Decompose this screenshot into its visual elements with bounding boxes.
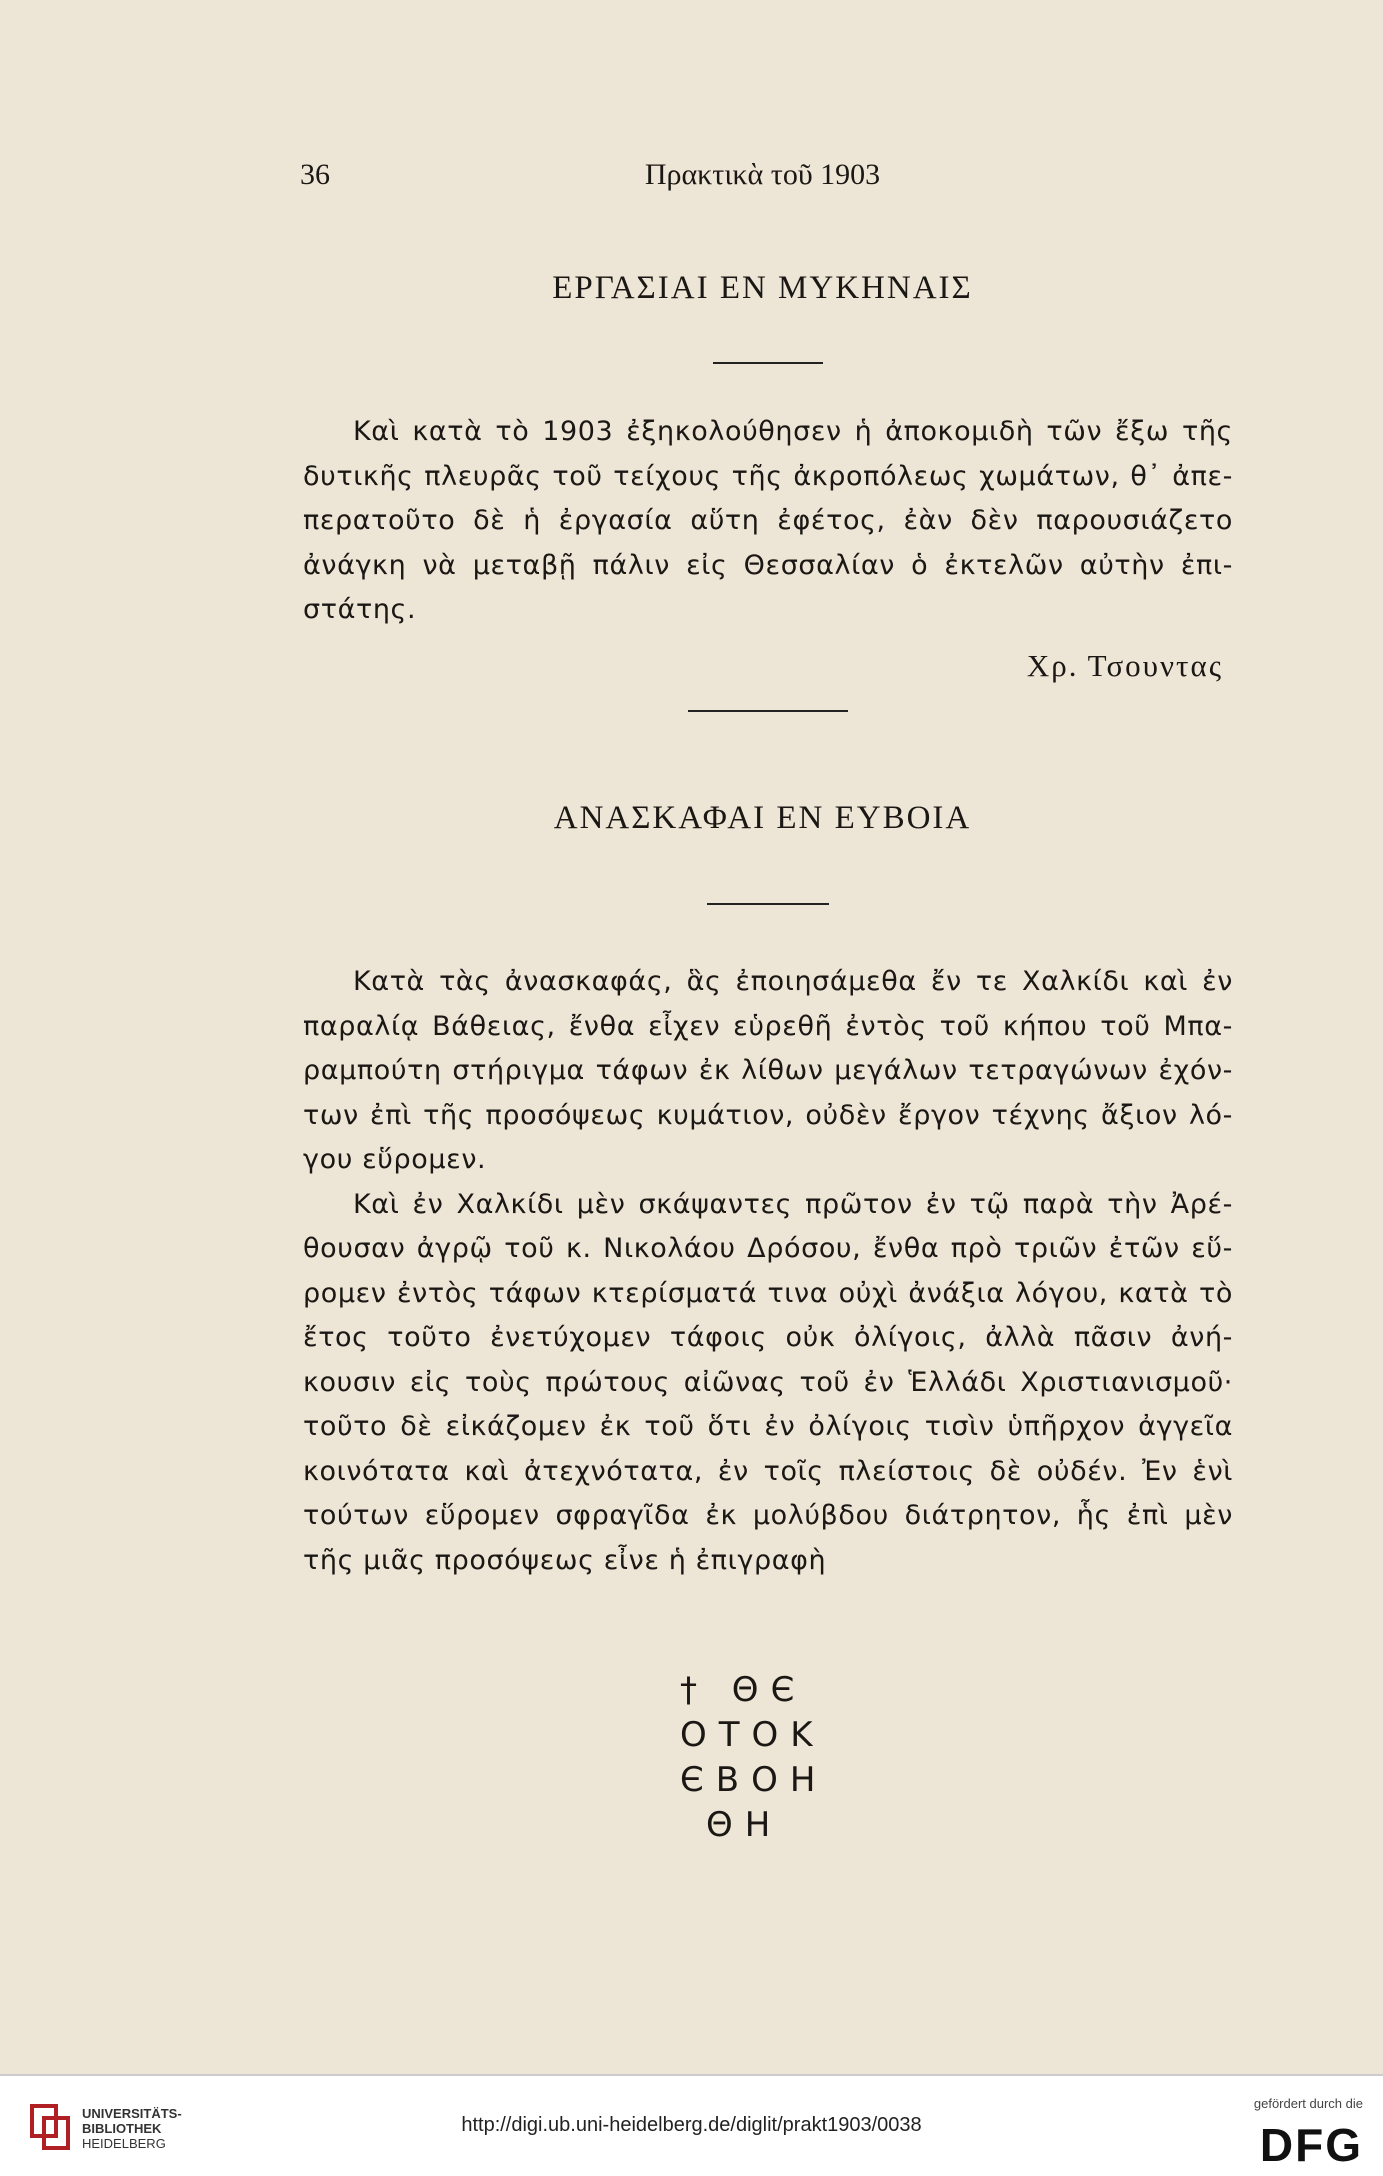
- library-name: UNIVERSITÄTS- BIBLIOTHEK HEIDELBERG: [82, 2106, 182, 2151]
- inscription-line: ЄΒΟΗ: [680, 1760, 828, 1800]
- paragraph-text: Καὶ κατὰ τὸ 1903 ἐξηκολούθησεν ἡ ἀποκομιδὴ τῶν ἔξω τῆς δυτικῆς πλευρᾶς τοῦ τείχους τῆς ἀκροπόλεως χωμάτων, θ᾽ ἀπε-περατοῦτο δὲ ἡ ἐργασία αὕτη ἐφέτος, ἐὰν δὲν παρουσιάζετο ἀνάγκη νὰ μεταβῇ πάλιν εἰς Θεσσαλίαν ὁ ἐκτελῶν αὐτὴν ἐπι-στάτης.: [303, 416, 1233, 625]
- seal-inscription: [680, 1668, 880, 1848]
- permalink[interactable]: http://digi.ub.uni-heidelberg.de/diglit/prakt1903/0038: [461, 2114, 922, 2136]
- inscription-line: † ΘЄ: [680, 1670, 807, 1710]
- running-title: Πρακτικὰ τοῦ 1903: [644, 158, 881, 191]
- page-number: 36: [300, 158, 330, 191]
- paragraph-mycenae: [303, 410, 1233, 633]
- viewer-footer: [0, 2074, 1383, 2176]
- signature: Χρ. Τσουντας: [1026, 648, 1223, 683]
- divider: [713, 362, 823, 364]
- sponsor-label: gefördert durch die: [1253, 2096, 1363, 2111]
- paragraph-text: Καὶ ἐν Χαλκίδι μὲν σκάψαντες πρῶτον ἐν τῷ παρὰ τὴν Ἀρέ-θουσαν ἀγρῷ τοῦ κ. Νικολάου Δρόσου, ἔνθα πρὸ τριῶν ἐτῶν εὕ-ρομεν ἐντὸς τάφων κτερίσματά τινα οὐχὶ ἀνάξια λόγου, κατὰ τὸ ἔτος τοῦτο ἐνετύχομεν τάφοις οὐκ ὀλίγοις, ἀλλὰ πᾶσιν ἀνή-κουσιν εἰς τοὺς πρώτους αἰῶνας τοῦ ἐν Ἑλλάδι Χριστιανισμοῦ· τοῦτο δὲ εἰκάζομεν ἐκ τοῦ ὅτι ἐν ὀλίγοις τισὶν ὑπῆρχον ἀγγεῖα κοινότατα καὶ ἀτεχνότατα, ἐν τοῖς πλείστοις δὲ οὐδέν. Ἐν ἑνὶ τούτων εὕρομεν σφραγῖδα ἐκ μολύβδου διάτρητον, ἧς ἐπὶ μὲν τῆς μιᾶς προσόψεως εἶνε ἡ ἐπιγραφὴ: [303, 1188, 1233, 1576]
- section-title-mycenae: ΕΡΓΑΣΙΑΙ ΕΝ ΜΥΚΗΝΑΙΣ: [552, 270, 973, 306]
- paragraph-euboea: [303, 960, 1233, 1583]
- dfg-logo: DFG: [1259, 2119, 1363, 2171]
- divider: [688, 710, 848, 712]
- inscription-line: ΘΗ: [706, 1805, 783, 1845]
- section-title-euboea: ΑΝΑΣΚΑΦΑΙ ΕΝ ΕΥΒΟΙΑ: [553, 800, 972, 836]
- inscription-line: ΟΤΟΚ: [680, 1715, 825, 1755]
- paragraph-text: Κατὰ τὰς ἀνασκαφάς, ἃς ἐποιησάμεθα ἔν τε Χαλκίδι καὶ ἐν παραλίᾳ Βάθειας, ἔνθα εἶχεν εὑρεθῆ ἐντὸς τοῦ κήπου τοῦ Μπα-ραμπούτη στήριγμα τάφων ἐκ λίθων μεγάλων τετραγώνων ἐχόν-των ἐπὶ τῆς προσόψεως κυμάτιον, οὐδὲν ἔργον τέχνης ἄξιον λό-γου εὕρομεν.: [303, 966, 1233, 1175]
- divider: [707, 903, 829, 905]
